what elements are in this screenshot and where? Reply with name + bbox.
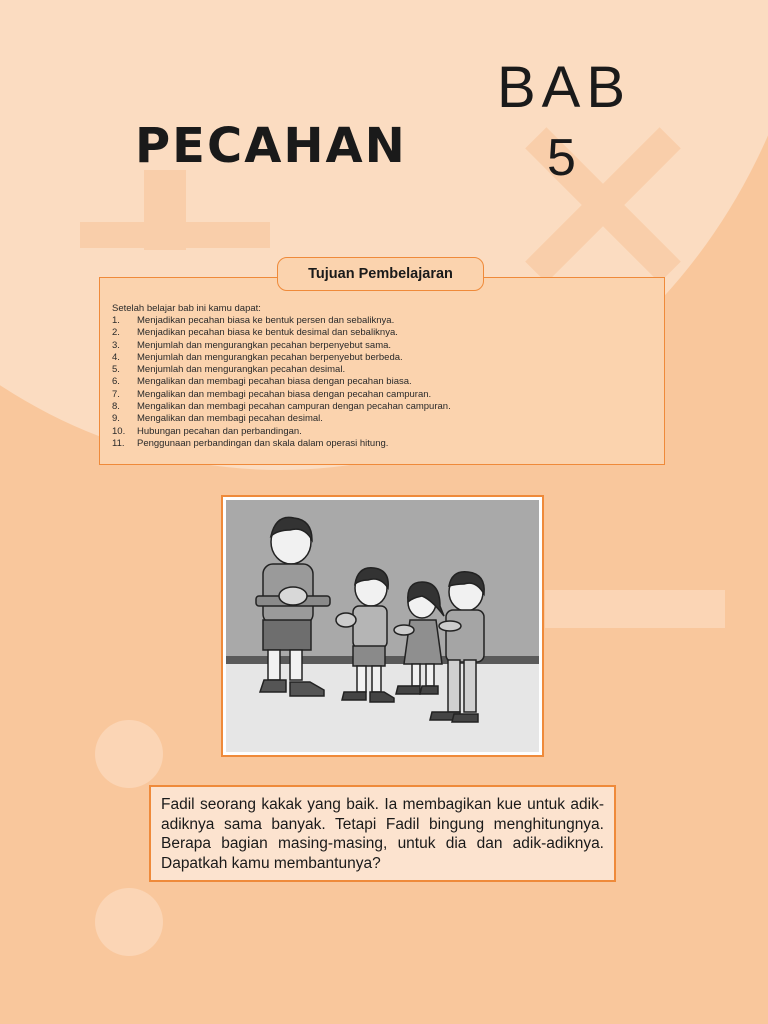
objective-item: 5. Menjumlah dan mengurangkan pecahan desimal. [112, 364, 346, 376]
learning-objectives-box [99, 277, 665, 465]
chapter-title: PECAHAN [135, 118, 407, 174]
plus-symbol-decoration-vertical [144, 170, 186, 250]
objective-item: 4. Menjumlah dan mengurangkan pecahan berpenyebut berbeda. [112, 351, 403, 363]
objective-item: 8. Mengalikan dan membagi pecahan campuran dengan pecahan campuran. [112, 401, 451, 413]
children-illustration [226, 500, 539, 752]
objective-item: 1. Menjadikan pecahan biasa ke bentuk persen dan sebaliknya. [112, 315, 395, 326]
objective-item: 2. Menjadikan pecahan biasa ke bentuk desimal dan sebaliknya. [112, 327, 398, 339]
chapter-label: BAB [497, 55, 632, 120]
minus-symbol-decoration [545, 590, 725, 628]
objective-item: 6. Mengalikan dan membagi pecahan biasa dengan pecahan biasa. [112, 376, 412, 388]
objective-item: 10. Hubungan pecahan dan perbandingan. [112, 425, 302, 437]
objectives-intro: Setelah belajar bab ini kamu dapat: [112, 303, 261, 314]
division-dot-decoration [95, 720, 163, 788]
chapter-number: 5 [547, 129, 576, 187]
objective-item: 9. Mengalikan dan membagi pecahan desimal. [112, 413, 323, 425]
illustration-children-sharing-cake [221, 495, 544, 757]
objective-item: 11. Penggunaan perbandingan dan skala dalam operasi hitung. [112, 437, 389, 449]
objectives-list [112, 315, 451, 450]
objectives-heading: Tujuan Pembelajaran [277, 257, 484, 291]
story-text-box: Fadil seorang kakak yang baik. Ia membagikan kue untuk adik-adiknya sama banyak. Tetapi Fadil bingung menghitungnya. Berapa bagian masing-masing, untuk dia dan adik-adiknya. Dapatkah kamu membantunya? [149, 785, 616, 882]
division-dot-decoration [95, 888, 163, 956]
objective-item: 3. Menjumlah dan mengurangkan pecahan berpenyebut sama. [112, 339, 392, 351]
objective-item: 7. Mengalikan dan membagi pecahan biasa dengan pecahan campuran. [112, 388, 432, 400]
